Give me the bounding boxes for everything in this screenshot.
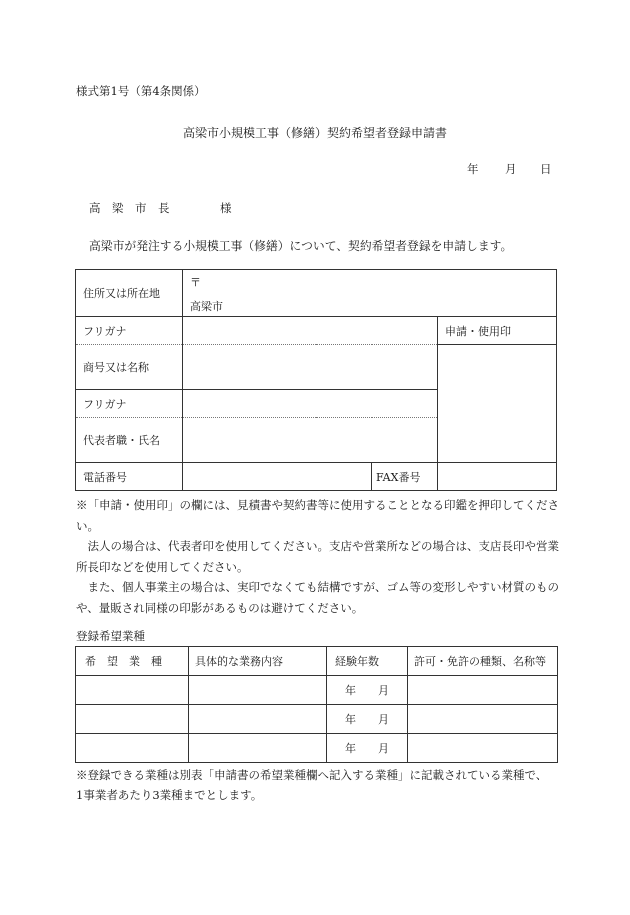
date-month-label: 月 — [505, 162, 517, 176]
form-number: 様式第1号（第4条関係） — [76, 84, 206, 98]
applicant-table — [75, 269, 557, 491]
registration-table — [75, 646, 558, 763]
date-year-label: 年 — [467, 162, 479, 176]
furigana-field-2[interactable] — [183, 390, 438, 418]
phone-label: 電話番号 — [76, 463, 183, 491]
industry-cell[interactable] — [76, 705, 189, 734]
header-industry: 希 望 業 種 — [76, 647, 189, 676]
address-field[interactable] — [183, 270, 557, 317]
table-row — [76, 734, 558, 763]
experience-cell[interactable]: 年 月 — [327, 734, 408, 763]
furigana-label-2: フリガナ — [76, 390, 183, 418]
header-experience: 経験年数 — [327, 647, 408, 676]
company-name-field[interactable] — [183, 345, 438, 390]
license-cell[interactable] — [408, 676, 558, 705]
addressee-name: 高 梁 市 長 — [89, 201, 170, 215]
registration-section-title: 登録希望業種 — [76, 629, 145, 643]
work-content-cell[interactable] — [189, 705, 327, 734]
work-content-cell[interactable] — [189, 676, 327, 705]
phone-field[interactable] — [183, 463, 372, 491]
date-day-label: 日 — [540, 162, 552, 176]
furigana-field[interactable] — [183, 317, 438, 345]
registration-note — [76, 765, 566, 805]
fax-field[interactable] — [438, 463, 557, 491]
header-work-content: 具体的な業務内容 — [189, 647, 327, 676]
note-line: 1事業者あたり3業種までとします。 — [76, 788, 263, 802]
furigana-label: フリガナ — [76, 317, 183, 345]
license-cell[interactable] — [408, 705, 558, 734]
license-cell[interactable] — [408, 734, 558, 763]
experience-cell[interactable]: 年 月 — [327, 705, 408, 734]
experience-cell[interactable]: 年 月 — [327, 676, 408, 705]
header-license: 許可・免許の種類、名称等 — [408, 647, 558, 676]
seal-box[interactable] — [438, 345, 557, 463]
address-city: 高梁市 — [190, 300, 223, 313]
note-paragraph: また、個人事業主の場合は、実印でなくても結構ですが、ゴム等の変形しやすい材質のものや、量販され同様の印影があるものは避けてください。 — [76, 580, 559, 615]
note-paragraph: ※「申請・使用印」の欄には、見積書や契約書等に使用することとなる印鑑を押印してください。 — [76, 498, 559, 533]
seal-notes — [76, 495, 561, 618]
table-row — [76, 676, 558, 705]
note-line: ※登録できる業種は別表「申請書の希望業種欄へ記入する業種」に記載されている業種で、 — [76, 768, 548, 782]
work-content-cell[interactable] — [189, 734, 327, 763]
table-row — [76, 705, 558, 734]
representative-label: 代表者職・氏名 — [76, 418, 183, 463]
document-title: 高梁市小規模工事（修繕）契約希望者登録申請書 — [182, 126, 447, 140]
industry-cell[interactable] — [76, 734, 189, 763]
address-label: 住所又は所在地 — [76, 270, 183, 317]
industry-cell[interactable] — [76, 676, 189, 705]
representative-field[interactable] — [183, 418, 438, 463]
seal-label: 申請・使用印 — [438, 317, 557, 345]
fax-label: FAX番号 — [372, 463, 438, 491]
intro-statement: 高梁市が発注する小規模工事（修繕）について、契約希望者登録を申請します。 — [89, 239, 513, 253]
postal-mark: 〒 — [190, 276, 201, 289]
addressee-honorific: 様 — [220, 201, 232, 215]
company-name-label: 商号又は名称 — [76, 345, 183, 390]
note-paragraph: 法人の場合は、代表者印を使用してください。支店や営業所などの場合は、支店長印や営業所長印などを使用してください。 — [76, 539, 559, 574]
